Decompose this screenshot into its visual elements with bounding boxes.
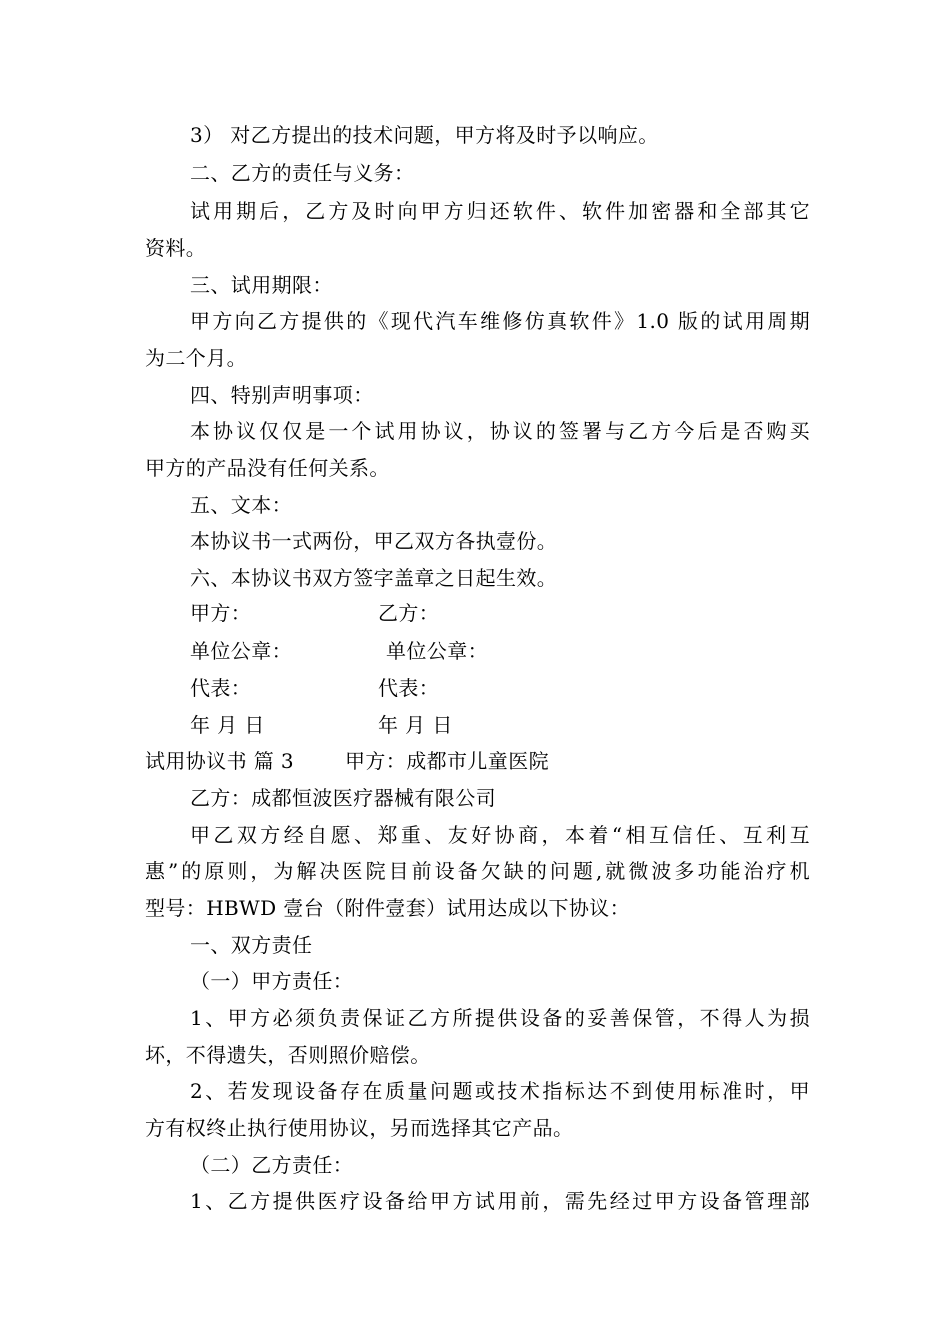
section-heading: 四、特别声明事项： [190,383,374,407]
paragraph-line: 型号：HBWD 壹台（附件壹套）试用达成以下协议： [145,896,631,920]
paragraph-line: 坏，不得遗失，否则照价赔偿。 [145,1043,431,1067]
section-title: 试用协议书 篇 3 [145,749,295,773]
party-a-name: 甲方：成都市儿童医院 [345,749,549,773]
paragraph-line: 方有权终止执行使用协议，另而选择其它产品。 [145,1116,574,1140]
section-heading: 六、本协议书双方签字盖章之日起生效。 [190,566,558,590]
signature-rep-a: 代表： [190,676,252,700]
signature-date-a: 年 月 日 [190,713,265,737]
paragraph-line: 为二个月。 [145,346,247,370]
paragraph-line: 1、乙方提供医疗设备给甲方试用前，需先经过甲方设备管理部 [190,1189,810,1213]
signature-party-a: 甲方： [190,601,252,625]
paragraph-line: 资料。 [145,236,207,260]
signature-party-b: 乙方： [378,601,440,625]
paragraph-line: 3） 对乙方提出的技术问题，甲方将及时予以响应。 [190,123,659,147]
signature-rep-b: 代表： [378,676,440,700]
paragraph-line: 惠”的原则，为解决医院目前设备欠缺的问题,就微波多功能治疗机 [145,859,810,883]
paragraph-line: 2、若发现设备存在质量问题或技术指标达不到使用标准时，甲 [190,1079,810,1103]
paragraph-line: 甲方的产品没有任何关系。 [145,456,390,480]
paragraph-line: 本协议书一式两份，甲乙双方各执壹份。 [190,529,558,553]
signature-seal-b: 单位公章： [386,639,488,663]
section-heading: 一、双方责任 [190,933,313,957]
party-b-name: 乙方：成都恒波医疗器械有限公司 [190,786,496,810]
signature-date-b: 年 月 日 [378,713,453,737]
paragraph-line: 甲方向乙方提供的《现代汽车维修仿真软件》1.0 版的试用周期 [190,309,810,333]
paragraph-line: 试用期后，乙方及时向甲方归还软件、软件加密器和全部其它 [190,199,810,223]
paragraph-line: 甲乙双方经自愿、郑重、友好协商，本着“相互信任、互利互 [190,823,810,847]
paragraph-line: 1、甲方必须负责保证乙方所提供设备的妥善保管，不得人为损 [190,1006,810,1030]
section-heading: 二、乙方的责任与义务： [190,161,415,185]
paragraph-line: 本协议仅仅是一个试用协议，协议的签署与乙方今后是否购买 [190,419,810,443]
subsection-heading: （一）甲方责任： [190,969,354,993]
signature-seal-a: 单位公章： [190,639,292,663]
section-heading: 三、试用期限： [190,273,333,297]
section-heading: 五、文本： [190,493,292,517]
subsection-heading: （二）乙方责任： [190,1153,354,1177]
